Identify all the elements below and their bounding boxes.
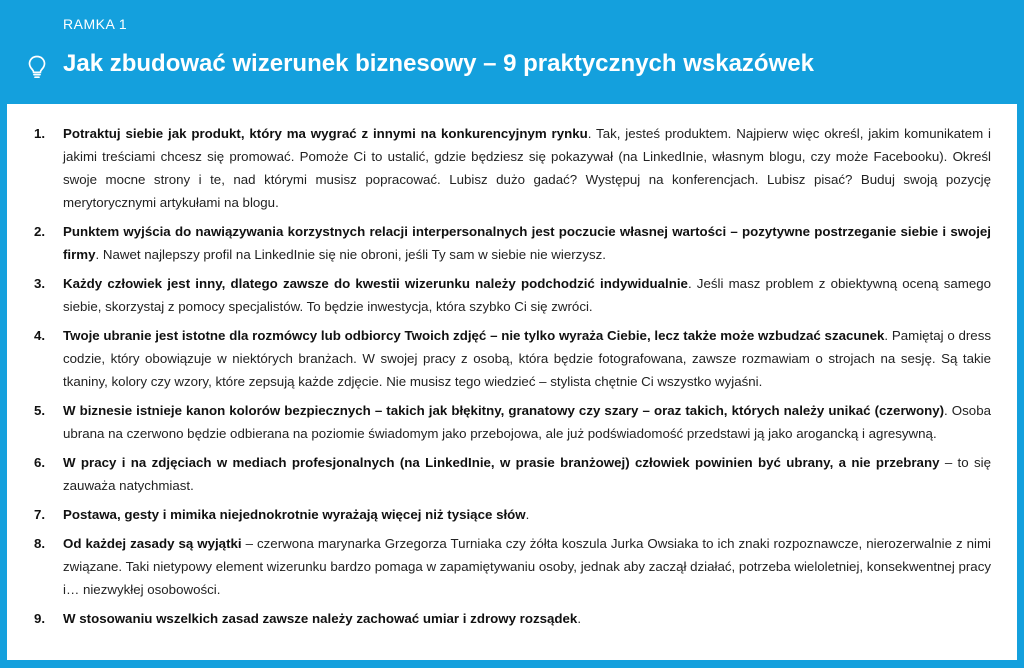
- tip-number: 4.: [34, 328, 46, 343]
- tip-text: . Pamiętaj o dress codzie, który obowiązuje w niektórych branżach. W swojej pracy z osobą, która będzie fotografowana, zawsze rozmawiam o strojach na sesję. Są takie tkaniny, kolory czy wzory, które zepsują każde zdjęcie. Nie musisz tego wiedzieć – stylista chętnie Ci wszystko wyjaśni.: [63, 328, 991, 389]
- tip-number: 3.: [34, 276, 46, 291]
- frame-label: RAMKA 1: [63, 16, 128, 32]
- box-header: [0, 0, 1024, 100]
- tip-lead: Postawa, gesty i mimika niejednokrotnie wyrażają więcej niż tysiące słów: [63, 507, 526, 522]
- tip-number: 1.: [34, 126, 46, 141]
- tip-lead: Od każdej zasady są wyjątki: [63, 536, 242, 551]
- tip-item: [34, 122, 991, 214]
- tip-text: . Osoba ubrana na czerwono będzie odbierana na poziomie świadomym jako przebojowa, ale już podświadomość przedstawi ją jako arogancką i agresywną.: [63, 403, 991, 441]
- tip-item: [34, 607, 991, 630]
- tip-lead: Punktem wyjścia do nawiązywania korzystnych relacji interpersonalnych jest poczucie własnej wartości – pozytywne postrzeganie siebie i swojej firmy: [63, 224, 991, 262]
- tip-text: .: [525, 507, 530, 522]
- tip-text: – to się zauważa natychmiast.: [63, 455, 991, 493]
- tip-number: 2.: [34, 224, 46, 239]
- tip-lead: W stosowaniu wszelkich zasad zawsze należy zachować umiar i zdrowy rozsądek: [63, 611, 578, 626]
- tip-lead: Potraktuj siebie jak produkt, który ma wygrać z innymi na konkurencyjnym rynku: [63, 126, 588, 141]
- tip-item: [34, 220, 991, 266]
- tip-number: 8.: [34, 536, 46, 551]
- tip-text: . Tak, jesteś produktem. Najpierw więc określ, jakim komunikatem i jakimi treściami chcesz się promować. Pomoże Ci to ustalić, gdzie będziesz się pokazywał (na LinkedInie, własnym blogu, czy może Facebooku). Określ swoje mocne strony i te, nad którymi musisz popracować. Lubisz dużo gadać? Występuj na konferencjach. Lubisz pisać? Buduj swoją pozycję merytorycznymi artykułami na blogu.: [63, 126, 991, 210]
- tip-text: . Jeśli masz problem z obiektywną oceną samego siebie, skorzystaj z pomocy specjalistów. To będzie inwestycja, która szybko Ci się zwróci.: [63, 276, 992, 314]
- tip-text: – czerwona marynarka Grzegorza Turniaka czy żółta koszula Jurka Owsiaka to ich znaki rozpoznawcze, nierozerwalnie z nimi związane. Taki nietypowy element wizerunku bardzo pomaga w zapamiętywaniu osoby, jednak aby zaczął działać, potrzeba wieloletniej, konsekwentnej pracy i… niezwykłej osobowości.: [63, 536, 991, 597]
- tip-item: [34, 451, 991, 497]
- tip-item: [34, 324, 991, 393]
- tip-lead: W biznesie istnieje kanon kolorów bezpiecznych – takich jak błękitny, granatowy czy szary – oraz takich, których należy unikać (czerwony): [63, 403, 945, 418]
- tip-number: 7.: [34, 507, 46, 522]
- tip-item: [34, 399, 991, 445]
- tip-lead: W pracy i na zdjęciach w mediach profesjonalnych (na LinkedInie, w prasie branżowej) człowiek powinien być ubrany, a nie przebrany: [63, 455, 940, 470]
- tip-item: [34, 503, 991, 526]
- tip-lead: Twoje ubranie jest istotne dla rozmówcy lub odbiorcy Twoich zdjęć – nie tylko wyraża Ciebie, lecz także może wzbudzać szacunek: [63, 328, 885, 343]
- tip-item: [34, 532, 991, 601]
- tips-list: [34, 122, 991, 630]
- box-title: Jak zbudować wizerunek biznesowy – 9 praktycznych wskazówek: [63, 50, 814, 77]
- tip-text: . Nawet najlepszy profil na LinkedInie się nie obroni, jeśli Ty sam w siebie nie wierzysz.: [95, 247, 606, 262]
- tip-item: [34, 272, 991, 318]
- tip-text: .: [577, 611, 582, 626]
- tip-lead: Każdy człowiek jest inny, dlatego zawsze do kwestii wizerunku należy podchodzić indywidualnie: [63, 276, 688, 291]
- tip-number: 6.: [34, 455, 46, 470]
- tip-number: 5.: [34, 403, 46, 418]
- tip-number: 9.: [34, 611, 46, 626]
- lightbulb-icon: [28, 55, 46, 79]
- tips-panel: [7, 104, 1017, 660]
